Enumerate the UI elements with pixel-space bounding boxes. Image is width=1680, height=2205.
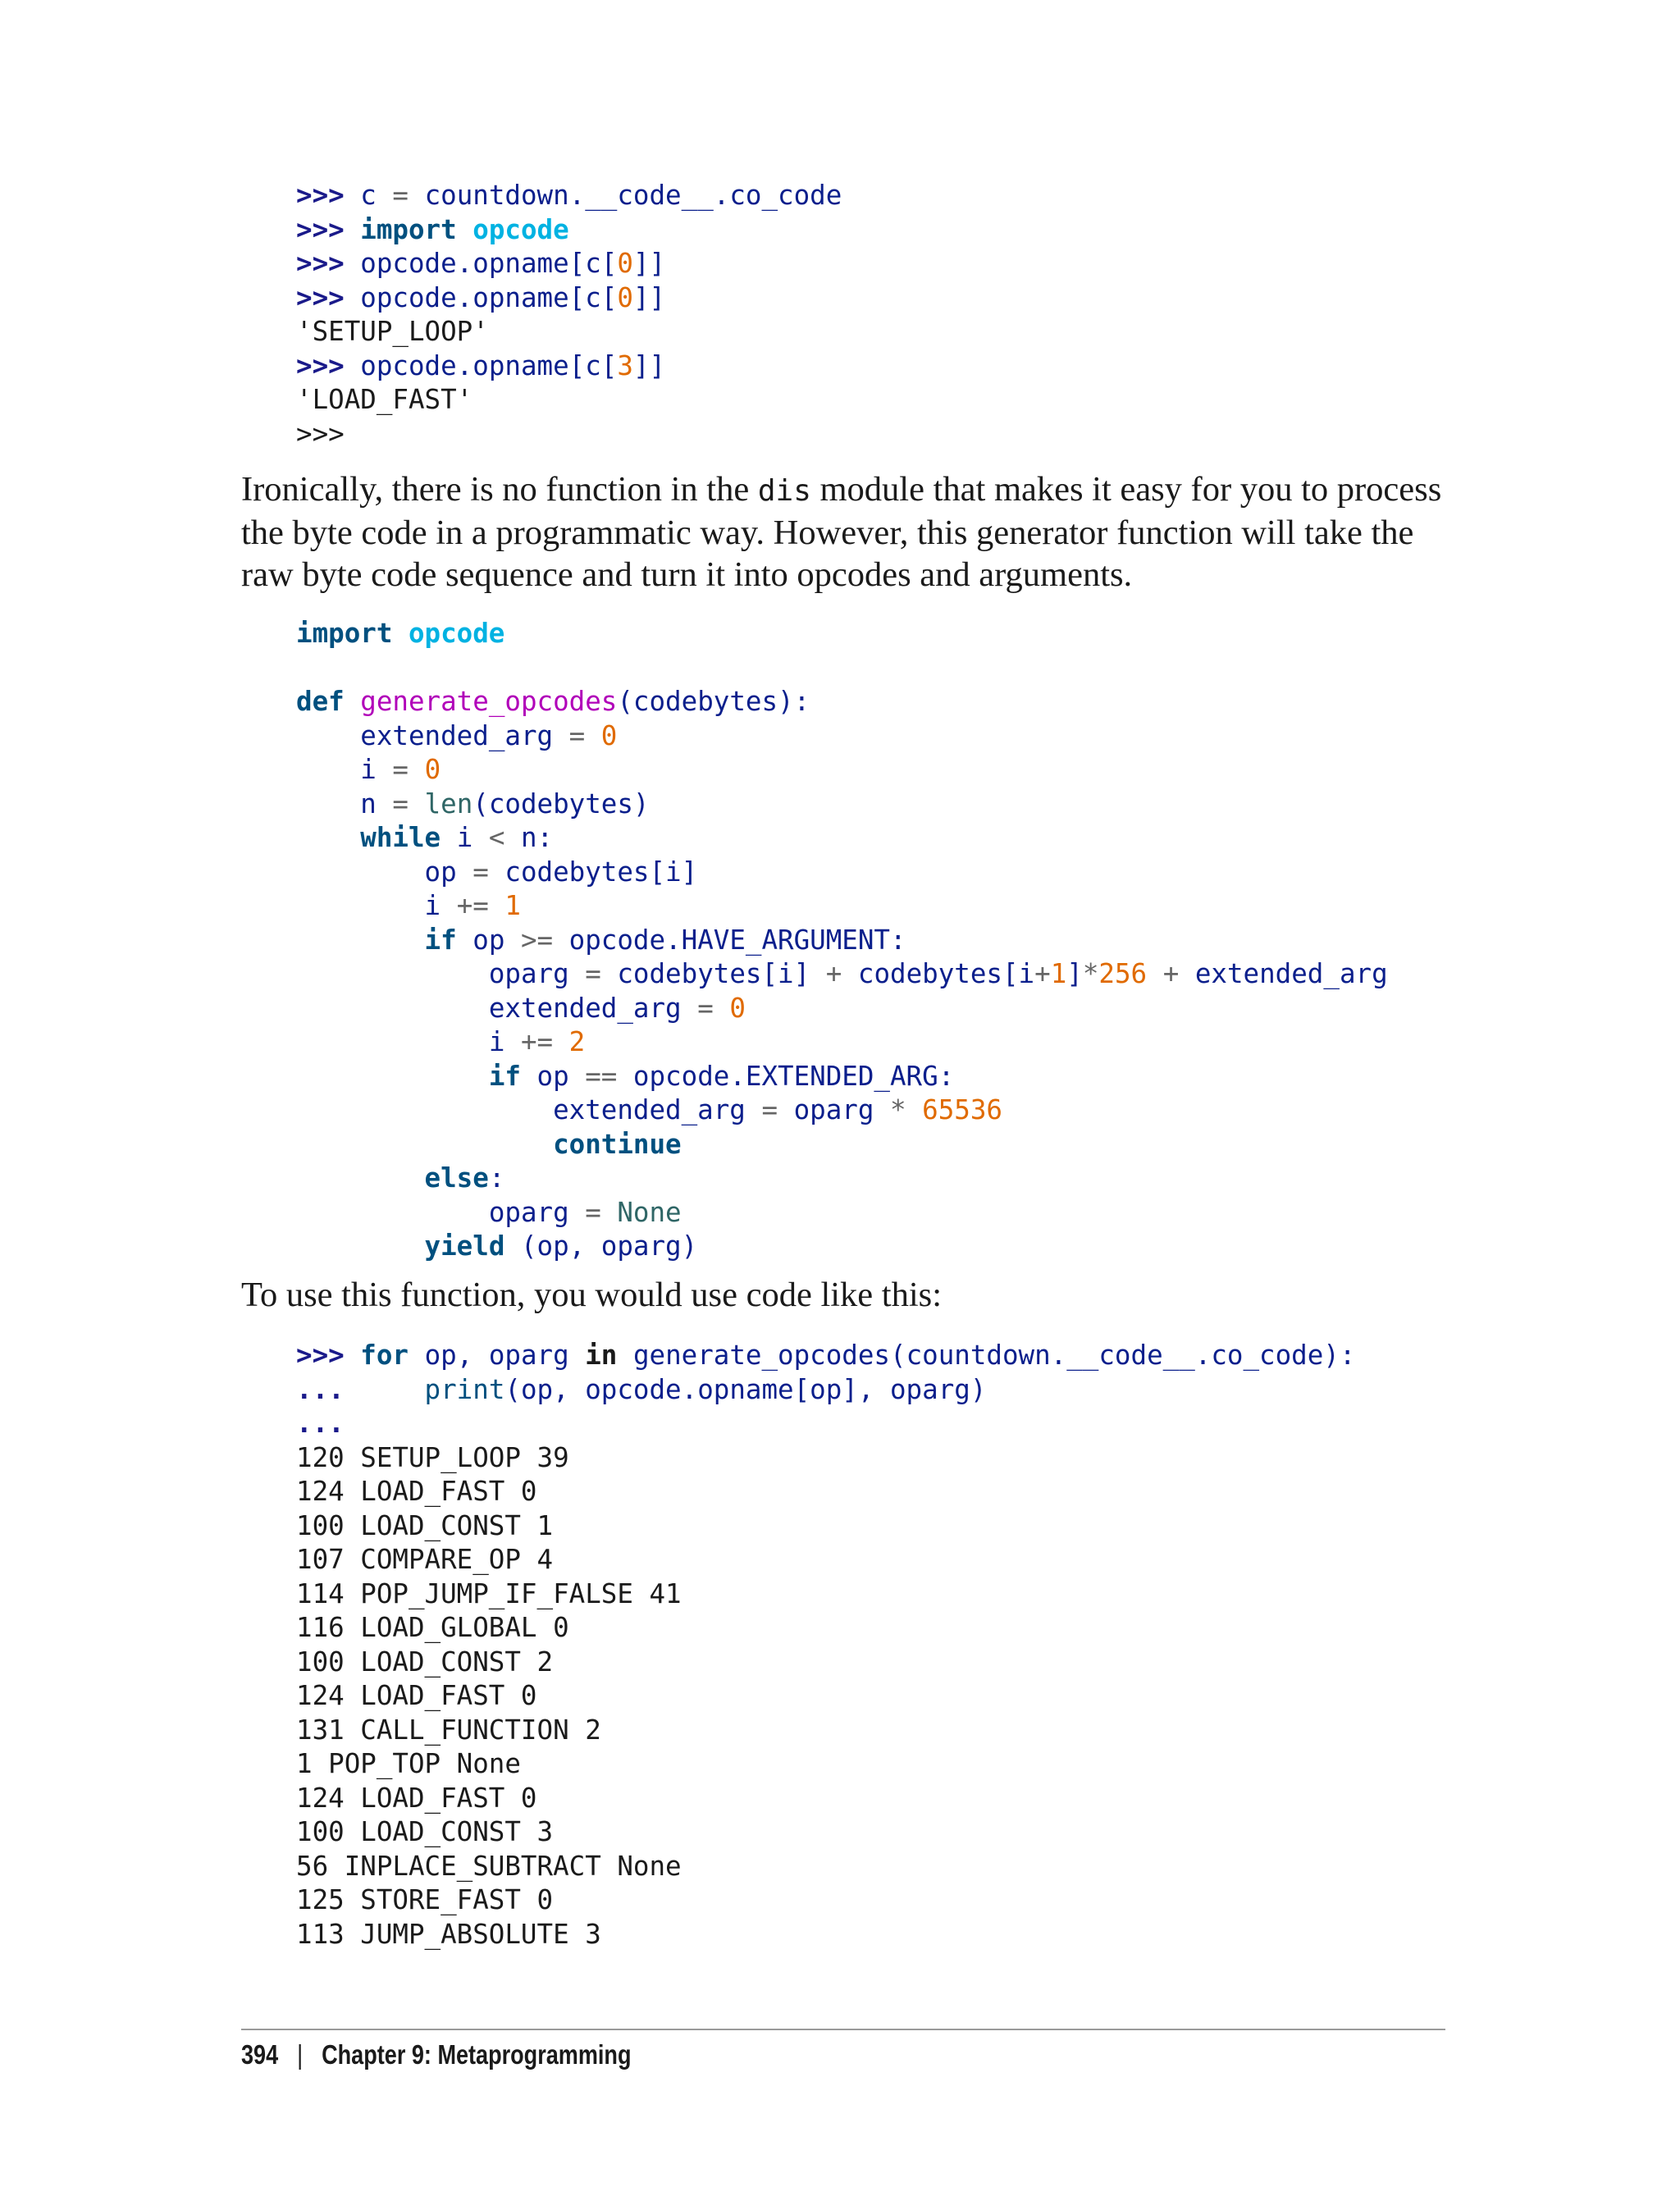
code-line <box>296 1230 1388 1264</box>
code-token: += <box>456 890 505 921</box>
code-line <box>296 685 1388 719</box>
code-token: opcode.opname <box>360 349 569 381</box>
code-token: 125 STORE_FAST 0 <box>296 1884 554 1915</box>
code-token <box>296 1129 553 1160</box>
code-token <box>296 1162 425 1194</box>
code-token: op <box>424 856 473 888</box>
code-token: n <box>360 788 393 819</box>
code-token: opcode.EXTENDED_ARG: <box>632 1060 955 1092</box>
code-line <box>296 788 1388 822</box>
code-token: = <box>472 856 505 888</box>
code-line <box>296 1373 1355 1408</box>
code-token: 56 INPLACE_SUBTRACT None <box>296 1850 682 1882</box>
code-line <box>296 1128 1388 1162</box>
code-token: ]] <box>632 281 666 313</box>
code-token: None <box>617 1196 682 1228</box>
code-token: i <box>456 822 489 853</box>
page-number: 394 <box>241 2039 279 2070</box>
code-token: 131 CALL_FUNCTION 2 <box>296 1714 601 1746</box>
code-line <box>296 383 842 418</box>
code-token: i <box>424 890 457 921</box>
code-token: for <box>360 1340 425 1371</box>
code-line <box>296 1611 1355 1646</box>
code-token: 256 <box>1098 958 1163 989</box>
code-token: ]] <box>632 349 666 381</box>
code-token: 1 <box>504 890 521 921</box>
code-token: >>> <box>296 1340 361 1371</box>
code-token <box>296 1026 489 1057</box>
code-token: op <box>472 924 521 956</box>
code-token: + <box>1034 958 1051 989</box>
code-token <box>296 958 489 989</box>
code-token: opcode <box>472 213 569 245</box>
code-token: c <box>360 180 393 211</box>
code-line <box>296 213 842 248</box>
code-line <box>296 1025 1388 1060</box>
code-token: 124 LOAD_FAST 0 <box>296 1476 537 1507</box>
code-line <box>296 1543 1355 1577</box>
code-token: * <box>1082 958 1099 989</box>
code-line <box>296 1441 1355 1476</box>
code-token: [c[ <box>568 281 618 313</box>
code-block-interactive-opname <box>296 179 842 451</box>
code-token <box>296 754 360 785</box>
code-token: += <box>520 1026 569 1057</box>
code-line <box>296 957 1388 992</box>
code-token: >= <box>520 924 569 956</box>
code-token: [c[ <box>568 248 618 279</box>
code-token: >>> <box>296 349 361 381</box>
code-token <box>296 890 425 921</box>
code-token: 0 <box>617 281 633 313</box>
code-token: extended_arg <box>488 992 698 1024</box>
code-token: 0 <box>600 719 618 751</box>
code-token: generate_opcodes(countdown.__code__.co_code): <box>632 1340 1356 1371</box>
code-token: opcode.opname <box>360 248 569 279</box>
code-token: 3 <box>617 349 633 381</box>
code-token <box>296 1230 425 1262</box>
code-line <box>296 856 1388 890</box>
code-line <box>296 1162 1388 1196</box>
code-token: op, oparg <box>424 1340 586 1371</box>
code-line <box>296 889 1388 924</box>
code-token: 114 POP_JUMP_IF_FALSE 41 <box>296 1577 682 1609</box>
code-token: 0 <box>729 992 746 1024</box>
code-token: yield <box>424 1230 521 1262</box>
code-token: = <box>585 1196 618 1228</box>
code-token: 'SETUP_LOOP' <box>296 316 489 347</box>
code-token: ... <box>296 1373 425 1405</box>
code-line <box>296 1407 1355 1441</box>
code-token: = <box>392 180 425 211</box>
code-token: = <box>392 754 425 785</box>
code-token: import <box>296 618 409 649</box>
code-line <box>296 179 842 213</box>
code-token: if <box>424 924 473 956</box>
code-token: (op, oparg) <box>520 1230 698 1262</box>
code-token: in <box>585 1340 633 1371</box>
code-token: * <box>890 1094 923 1125</box>
code-line <box>296 1060 1388 1094</box>
code-token <box>296 1197 489 1228</box>
code-token: oparg <box>793 1094 890 1125</box>
code-token <box>296 788 360 819</box>
code-line <box>296 821 1388 856</box>
code-token: 113 JUMP_ABSOLUTE 3 <box>296 1918 601 1950</box>
paragraph-dis-module: Ironically, there is no function in the dis module that makes it easy for you to process the byte code in a programmatic way. However, this generator function will take the raw byte code sequence and turn it into opcodes and arguments. <box>241 470 1442 594</box>
code-block-usage-output <box>296 1339 1355 1952</box>
code-line <box>296 651 1388 686</box>
code-line <box>296 1339 1355 1373</box>
code-token: else <box>424 1162 489 1194</box>
code-token: >>> <box>296 418 345 450</box>
code-token: + <box>825 958 858 989</box>
page-footer <box>241 2039 631 2070</box>
footer-separator: | <box>297 2039 304 2070</box>
code-line <box>296 1815 1355 1850</box>
code-token: (codebytes): <box>617 686 810 717</box>
code-line <box>296 1509 1355 1544</box>
code-token: opcode.HAVE_ARGUMENT: <box>568 924 906 956</box>
code-token: 2 <box>568 1026 586 1057</box>
paragraph-use-function: To use this function, you would use code like this: <box>241 1276 943 1314</box>
code-token: 100 LOAD_CONST 1 <box>296 1509 554 1541</box>
code-token: if <box>488 1060 537 1092</box>
code-token: codebytes[i] <box>504 856 698 888</box>
code-token: n: <box>520 822 554 853</box>
code-token: 120 SETUP_LOOP 39 <box>296 1441 569 1473</box>
code-line <box>296 924 1388 958</box>
code-token: codebytes[i] <box>617 958 826 989</box>
code-token <box>296 720 360 751</box>
inline-code-dis: dis <box>757 474 811 508</box>
code-token: 1 <box>1050 958 1067 989</box>
code-token: ]] <box>632 248 666 279</box>
code-token <box>296 993 489 1024</box>
code-block-generate-opcodes <box>296 617 1388 1264</box>
code-token <box>296 1061 489 1092</box>
code-token: 'LOAD_FAST' <box>296 384 473 415</box>
code-line <box>296 1196 1388 1230</box>
code-token: 116 LOAD_GLOBAL 0 <box>296 1612 569 1643</box>
code-token: len <box>424 788 473 819</box>
code-token <box>296 822 360 853</box>
code-token: 124 LOAD_FAST 0 <box>296 1782 537 1814</box>
code-token: >>> <box>296 213 361 245</box>
code-token: = <box>568 719 601 751</box>
code-token: opcode.opname <box>360 281 569 313</box>
code-token: >>> <box>296 180 361 211</box>
code-line <box>296 315 842 349</box>
code-line <box>296 349 842 384</box>
code-line <box>296 247 842 281</box>
code-token: = <box>585 958 618 989</box>
code-line <box>296 617 1388 651</box>
code-line <box>296 1918 1355 1952</box>
code-token: [c[ <box>568 349 618 381</box>
code-line <box>296 281 842 316</box>
code-line <box>296 753 1388 788</box>
code-token: 0 <box>424 754 441 785</box>
code-token: = <box>697 992 730 1024</box>
code-token: ] <box>1066 958 1083 989</box>
code-token: (codebytes) <box>472 788 650 819</box>
code-token: countdown.__code__.co_code <box>424 180 842 211</box>
code-token: ... <box>296 1408 345 1439</box>
code-token: while <box>360 822 457 853</box>
code-token: continue <box>553 1128 682 1160</box>
code-token: oparg <box>488 1196 586 1228</box>
code-token: = <box>761 1094 794 1125</box>
code-token: def <box>296 686 361 717</box>
code-token: i <box>488 1026 521 1057</box>
code-line <box>296 1883 1355 1918</box>
code-line <box>296 719 1388 754</box>
code-token: == <box>585 1060 633 1092</box>
code-token: print <box>424 1373 505 1405</box>
code-token <box>296 856 425 888</box>
code-token: : <box>488 1162 505 1194</box>
code-token: 100 LOAD_CONST 2 <box>296 1646 554 1678</box>
code-line <box>296 418 842 452</box>
code-token: extended_arg <box>1194 958 1388 989</box>
code-line <box>296 1747 1355 1782</box>
code-token: >>> <box>296 248 361 279</box>
code-token: 100 LOAD_CONST 3 <box>296 1816 554 1847</box>
code-token: < <box>488 822 521 853</box>
code-line <box>296 1093 1388 1128</box>
chapter-title: Chapter 9: Metaprogramming <box>322 2039 632 2070</box>
code-line <box>296 1679 1355 1714</box>
code-token: oparg <box>488 958 586 989</box>
code-token: i <box>360 754 393 785</box>
code-token: = <box>392 788 425 819</box>
code-line <box>296 1646 1355 1680</box>
code-token: 107 COMPARE_OP 4 <box>296 1544 554 1575</box>
code-token: extended_arg <box>553 1094 762 1125</box>
code-line <box>296 1850 1355 1884</box>
code-token: 0 <box>617 248 633 279</box>
code-token: >>> <box>296 281 361 313</box>
code-token: extended_arg <box>360 719 569 751</box>
code-token: opcode <box>408 618 505 649</box>
code-line <box>296 1782 1355 1816</box>
code-token: 124 LOAD_FAST 0 <box>296 1680 537 1711</box>
code-token: (op, opcode.opname[op], oparg) <box>504 1373 987 1405</box>
code-token <box>296 924 425 956</box>
code-token: op <box>536 1060 586 1092</box>
code-token: codebytes[i <box>857 958 1035 989</box>
code-token: 65536 <box>922 1094 1002 1125</box>
code-line <box>296 1475 1355 1509</box>
code-token: + <box>1162 958 1195 989</box>
code-token: 1 POP_TOP None <box>296 1748 521 1779</box>
code-line <box>296 1577 1355 1612</box>
footer-rule <box>241 2029 1445 2030</box>
code-token: import <box>360 213 473 245</box>
code-token: generate_opcodes <box>360 686 618 717</box>
code-token <box>296 1094 553 1125</box>
code-line <box>296 992 1388 1026</box>
code-line <box>296 1714 1355 1748</box>
